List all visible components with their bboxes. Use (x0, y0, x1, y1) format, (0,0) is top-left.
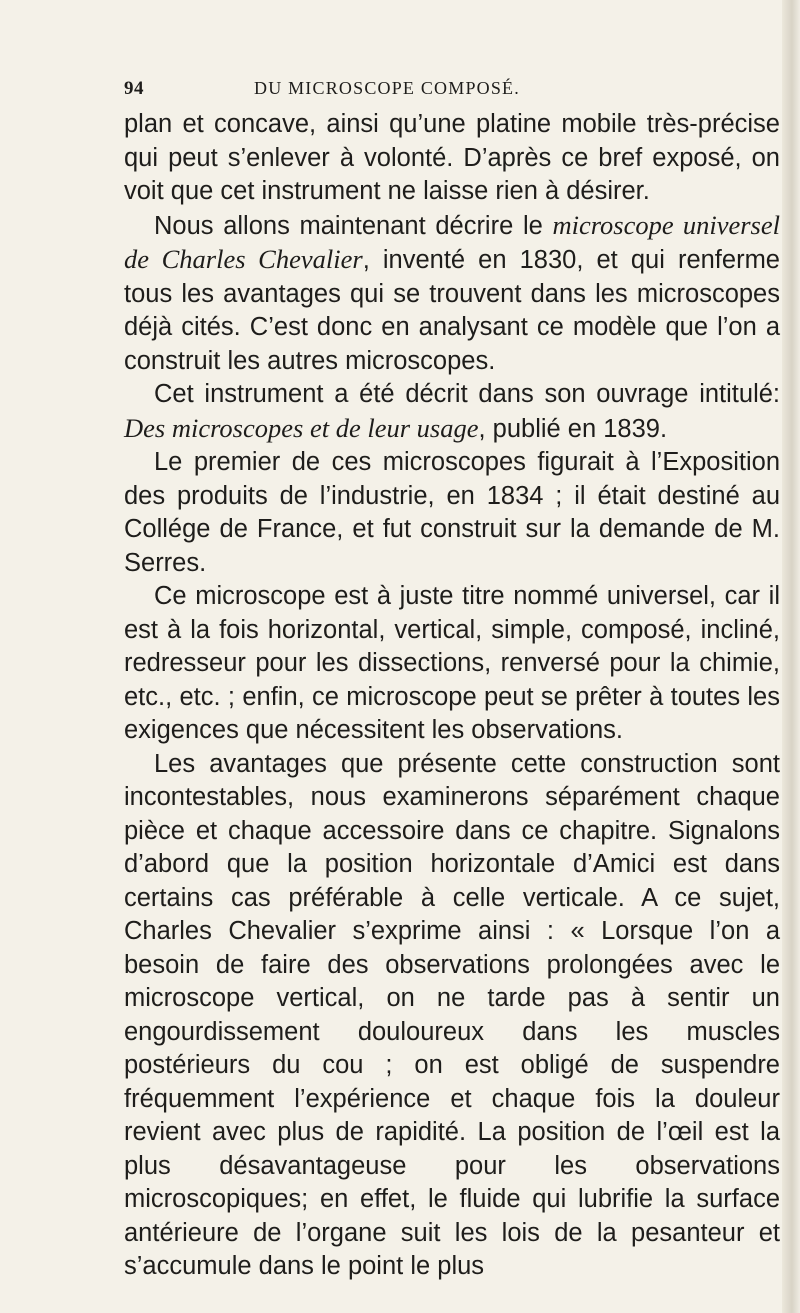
book-title-italic: Des microscopes et de leur usage (124, 412, 479, 443)
paragraph-4: Le premier de ces microscopes figurait à l’Exposition des produits de l’industrie, en 1834 ; il était destiné au Collége de France, et fut construit sur la demande de M. Serres. (124, 448, 780, 577)
body-text (124, 108, 780, 1284)
paragraph-3-end: , publié en 1839. (478, 414, 668, 443)
paragraph-3 (124, 378, 780, 446)
paragraph-5: Ce microscope est à juste titre nommé universel, car il est à la fois horizontal, vertical, simple, composé, incliné, redresseur pour les dissections, renversé pour la chimie, etc., etc. ; enfin, ce microscope peut se prêter à toutes les exigences que nécessitent les observations. (124, 582, 780, 744)
page-number: 94 (124, 78, 144, 99)
paragraph-1: plan et concave, ainsi qu’une platine mobile très-précise qui peut s’enlever à volonté. D’après ce bref exposé, on voit que cet instrument ne laisse rien à désirer. (124, 110, 780, 205)
microscope-title-italic: microscope universel de Charles Chevalier (124, 209, 780, 274)
paragraph-2-end: , inventé en 1830, et qui renferme tous les avantages qui se trouvent dans les microscopes déjà cités. C’est donc en analysant ce modèle que l’on a construit les autres microscopes. (124, 246, 780, 375)
running-title: DU MICROSCOPE COMPOSÉ. (254, 78, 520, 98)
paragraph-6: Les avantages que présente cette construction sont incontestables, nous examinerons séparément chaque pièce et chaque accessoire dans ce chapitre. Signalons d’abord que la position horizontale d’Amici est dans certains cas préférable à celle verticale. A ce sujet, Charles Chevalier s’exprime ainsi : « Lorsque l’on a besoin de faire des observations prolongées avec le microscope vertical, on ne tarde pas à sentir un engourdissement douloureux dans les muscles postérieurs du cou ; on est obligé de suspendre fréquemment l’expérience et chaque fois la douleur revient avec plus de rapidité. La position de l’œil est la plus désavantageuse pour les observations microscopiques; en effet, le fluide qui lubrifie la surface antérieure de l’organe suit les lois de la pesanteur et s’accumule dans le point le plus (124, 749, 780, 1280)
paragraph-2-start: Nous allons maintenant décrire le (154, 211, 553, 240)
paragraph-3-start: Cet instrument a été décrit dans son ouvrage intitulé: (154, 380, 780, 408)
page-header (124, 78, 784, 108)
paragraph-2 (124, 209, 780, 379)
page-edge-shadow (782, 0, 800, 1313)
